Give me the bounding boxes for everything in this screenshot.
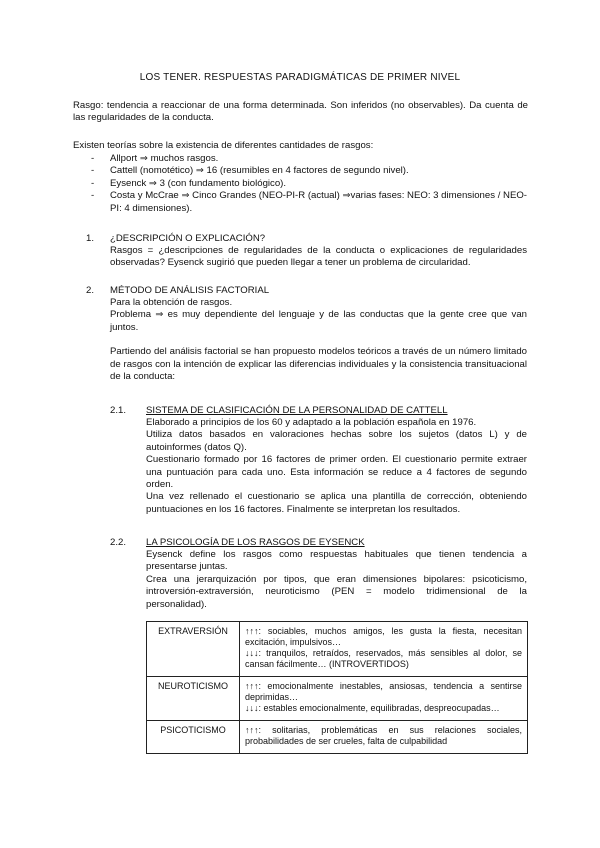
subsection-body <box>146 549 527 611</box>
section-line: Problema ⇒ es muy dependiente del lenguaje y de las conductas que la gente cree que van juntos. <box>110 309 527 333</box>
subsection-number: 2.1. <box>110 405 127 416</box>
section-number: 2. <box>86 285 95 296</box>
trait-high: ↑↑↑: emocionalmente inestables, ansiosas, tendencia a sentirse deprimidas… <box>245 681 522 702</box>
paragraph: Una vez rellenado el cuestionario se aplica una plantilla de corrección, obteniendo puntuaciones en los 16 factores. Finalmente se interpretan los resultados. <box>146 491 527 515</box>
table-row <box>147 721 528 754</box>
section-heading: ¿DESCRIPCIÓN O EXPLICACIÓN? <box>110 233 266 244</box>
section-body: Rasgos = ¿descripciones de regularidades de la conducta o explicaciones de regularidades observadas? Eysenck sugirió que pueden llegar a tener un problema de circularidad. <box>110 245 527 269</box>
trait-label: PSICOTICISMO <box>147 721 240 754</box>
eysenck-traits-table <box>146 621 528 754</box>
trait-high: ↑↑↑: solitarias, problemáticas en sus relaciones sociales, probabilidades de ser crueles, falta de culpabilidad <box>245 725 522 746</box>
section-heading: MÉTODO DE ANÁLISIS FACTORIAL <box>110 285 270 296</box>
trait-low: ↓↓↓: tranquilos, retraídos, reservados, más sensibles al dolor, se cansan fácilmente… (INTROVERTIDOS) <box>245 648 522 669</box>
subsection-number: 2.2. <box>110 537 127 548</box>
trait-description <box>240 677 528 721</box>
section-body <box>110 297 527 383</box>
intro-paragraph: Rasgo: tendencia a reaccionar de una forma determinada. Son inferidos (no observables). Da cuenta de las regularidades de la conducta. <box>73 100 528 124</box>
trait-label: EXTRAVERSIÓN <box>147 622 240 677</box>
paragraph: Cuestionario formado por 16 factores de primer orden. El cuestionario permite extraer una puntuación para cada uno. Esta información se reduce a 4 factores de segundo orden. <box>146 454 527 491</box>
theories-list <box>73 153 533 215</box>
trait-description <box>240 721 528 754</box>
list-item: - Eysenck ⇒ 3 (con fundamento biológico). <box>73 178 533 190</box>
paragraph: Crea una jerarquización por tipos, que eran dimensiones bipolares: psicoticismo, introversión-extraversión, neuroticismo (PEN = modelo tridimensional de la personalidad). <box>146 573 527 610</box>
list-item: - Allport ⇒ muchos rasgos. <box>73 153 533 165</box>
theories-intro: Existen teorías sobre la existencia de diferentes cantidades de rasgos: <box>73 140 374 151</box>
subsection-heading: LA PSICOLOGÍA DE LOS RASGOS DE EYSENCK <box>146 537 365 548</box>
subsection-heading: SISTEMA DE CLASIFICACIÓN DE LA PERSONALIDAD DE CATTELL <box>146 405 448 416</box>
paragraph: Eysenck define los rasgos como respuestas habituales que tienen tendencia a presentarse juntas. <box>146 549 527 573</box>
list-item: - Costa y McCrae ⇒ Cinco Grandes (NEO-PI-R (actual) ⇒varias fases: NEO: 3 dimensiones / NEO-PI: 4 dimensiones). <box>73 190 533 215</box>
page-title: LOS TENER. RESPUESTAS PARADIGMÁTICAS DE PRIMER NIVEL <box>139 72 461 83</box>
trait-low: ↓↓↓: estables emocionalmente, equilibradas, despreocupadas… <box>245 703 500 713</box>
section-number: 1. <box>86 233 95 244</box>
paragraph: Utiliza datos basados en valoraciones hechas sobre los sujetos (datos L) y de autoinformes (datos Q). <box>146 429 527 453</box>
section-paragraph: Partiendo del análisis factorial se han propuesto modelos teóricos a través de un número limitado de rasgos con la intención de explicar las diferencias individuales y la consistencia transituacional de la conducta: <box>110 346 527 383</box>
trait-description <box>240 622 528 677</box>
table-row <box>147 622 528 677</box>
trait-high: ↑↑↑: sociables, muchos amigos, les gusta la fiesta, necesitan excitación, impulsivos… <box>245 626 522 647</box>
subsection-body <box>146 417 527 516</box>
list-item: - Cattell (nomotético) ⇒ 16 (resumibles en 4 factores de segundo nivel). <box>73 165 533 177</box>
paragraph: Elaborado a principios de los 60 y adaptado a la población española en 1976. <box>146 417 477 428</box>
table-row <box>147 677 528 721</box>
section-line: Para la obtención de rasgos. <box>110 297 233 308</box>
trait-label: NEUROTICISMO <box>147 677 240 721</box>
